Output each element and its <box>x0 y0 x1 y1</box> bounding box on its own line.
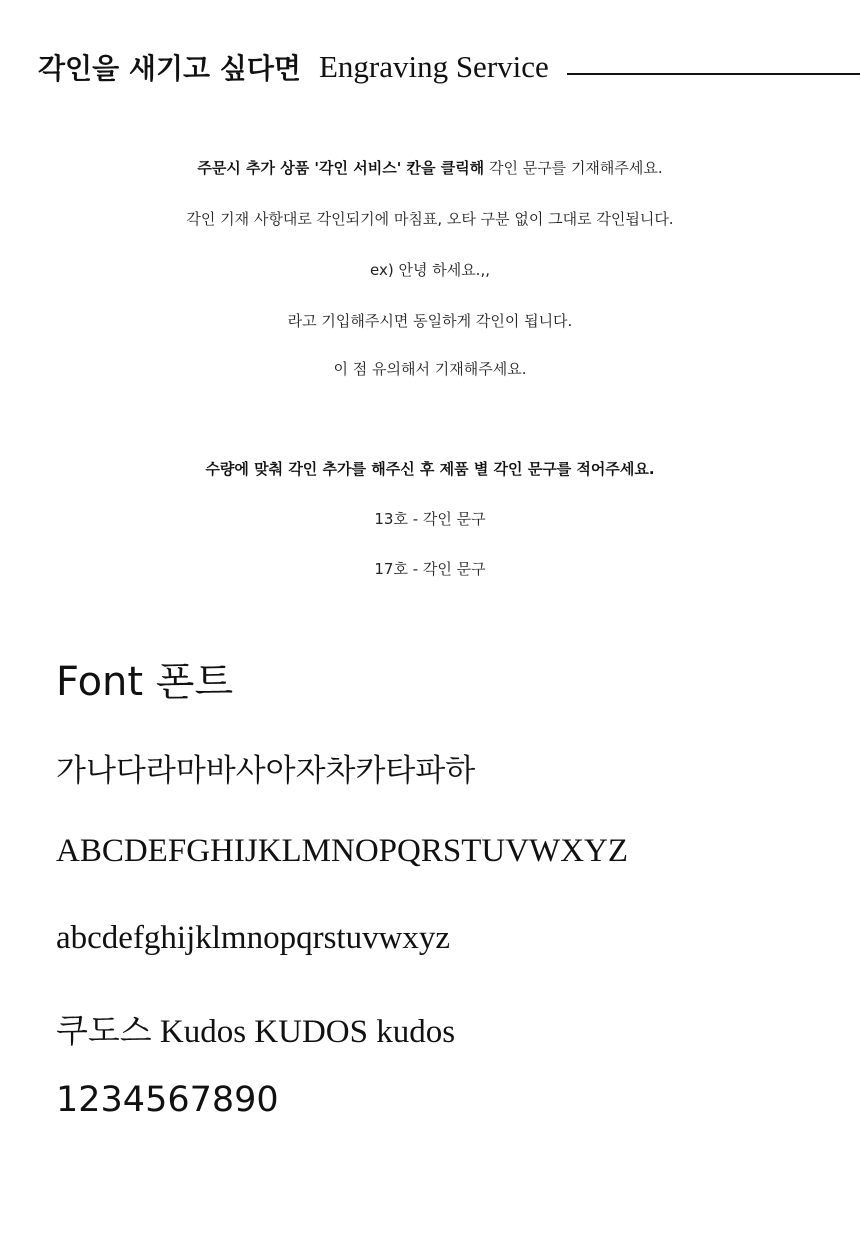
notice-line-3: ex) 안녕 하세요.,, <box>370 261 490 279</box>
notice-line-8: 17호 - 각인 문구 <box>374 560 486 578</box>
notice-line-7: 13호 - 각인 문구 <box>374 510 486 528</box>
notice-line-6 <box>0 458 860 479</box>
header-title-korean: 각인을 새기고 싶다면 <box>38 52 301 85</box>
notice-line-6-bold: 수량에 맞춰 각인 추가를 해주신 후 제품 별 각인 문구를 적어주세요. <box>205 460 655 478</box>
notice-line-1-bold: 주문시 추가 상품 '각인 서비스' 칸을 클릭해 <box>197 159 485 177</box>
uppercase-alphabet-sample: ABCDEFGHIJKLMNOPQRSTUVWXYZ <box>56 833 629 869</box>
notice-line-1-rest: 각인 문구를 기재해주세요. <box>484 159 663 177</box>
number-sample: 1234567890 <box>56 1080 279 1120</box>
lowercase-alphabet-sample: abcdefghijklmnopqrstuvwxyz <box>56 920 451 956</box>
brand-name-sample: 쿠도스 Kudos KUDOS kudos <box>56 1014 456 1050</box>
section-header <box>38 44 860 90</box>
font-section-title: Font 폰트 <box>56 659 234 705</box>
header-divider-line <box>567 73 860 75</box>
notice-line-4: 라고 기입해주시면 동일하게 각인이 됩니다. <box>287 312 573 330</box>
header-title-english: Engraving Service <box>318 49 549 84</box>
notice-line-5: 이 점 유의해서 기재해주세요. <box>333 360 527 378</box>
korean-alphabet-sample: 가나다라마바사아자차카타파하 <box>56 753 476 789</box>
notice-line-2: 각인 기재 사항대로 각인되기에 마침표, 오타 구분 없이 그대로 각인됩니다. <box>186 210 674 228</box>
notice-line-1 <box>0 157 860 178</box>
